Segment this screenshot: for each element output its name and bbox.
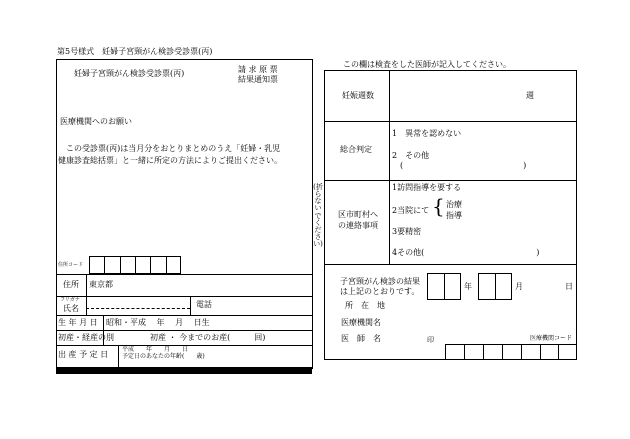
- judgment-label: 総合判定: [340, 145, 372, 154]
- address-code-label: 住所コード: [58, 262, 84, 268]
- parity-label: 初産・経産の別: [58, 333, 114, 342]
- institution-request-heading: 医療機関へのお願い: [60, 117, 132, 126]
- doctor-name-label: 医 師 名: [341, 334, 381, 343]
- phone-label: 電話: [196, 300, 212, 309]
- location-label: 所 在 地: [345, 301, 385, 310]
- doctor-fill-note: この欄は検査をした医師が記入してください。: [343, 60, 511, 69]
- institution-code-label: 医療機関コード: [530, 335, 573, 342]
- weeks-field[interactable]: [392, 72, 522, 119]
- municipal-contact-label-2: の連絡事項: [338, 221, 378, 230]
- contact-option-detailed[interactable]: 3要精密: [392, 227, 422, 236]
- contact-sub-guidance[interactable]: 指導: [446, 211, 462, 220]
- form-title: 第5号様式 妊婦子宮頸がん検診受診票(丙): [57, 47, 213, 56]
- address-label: 住所: [63, 280, 79, 289]
- year-label: 年: [464, 282, 472, 291]
- day-field[interactable]: [530, 274, 562, 299]
- furigana-label: フリガナ: [60, 297, 80, 303]
- weeks-label: 妊娠週数: [342, 91, 374, 100]
- result-notice-label: 結果通知票: [238, 75, 278, 84]
- judgment-option-2[interactable]: 2 その他: [392, 151, 430, 160]
- contact-option-visit[interactable]: 1訪問指導を要する: [392, 183, 462, 192]
- brace-icon: {: [432, 194, 445, 218]
- request-text-line2: 健康診査総括票」と一緒に所定の方法によりご提出ください。: [58, 156, 282, 165]
- name-label: 氏名: [63, 304, 79, 313]
- address-field[interactable]: 東京都: [89, 280, 113, 289]
- due-date-label: 出 産 予 定 日: [58, 350, 109, 359]
- claim-original-label: 請 求 原 票: [238, 65, 278, 74]
- judgment-option-1[interactable]: 1 異常を認めない: [392, 129, 462, 138]
- judgment-other-field[interactable]: ( ): [400, 161, 527, 170]
- dob-field[interactable]: 昭和・平成 年 月 日生: [106, 318, 210, 327]
- institution-name-label: 医療機関名: [341, 318, 381, 327]
- phone-field[interactable]: [220, 297, 310, 314]
- result-statement-2: は上記のとおりです。: [340, 287, 420, 296]
- contact-option-clinic[interactable]: 2当院にて: [392, 206, 430, 215]
- ticket-title: 妊婦子宮頸がん検診受診票(丙): [74, 69, 185, 78]
- weeks-unit: 週: [526, 91, 534, 100]
- month-label: 月: [515, 282, 523, 291]
- request-text-line1: この受診票(丙)は当月分をおとりまとめのうえ「妊婦・乳児: [66, 144, 281, 153]
- institution-name-field[interactable]: [390, 317, 570, 330]
- contact-sub-treatment[interactable]: 治療: [446, 200, 462, 209]
- name-field[interactable]: [88, 297, 188, 314]
- parity-field[interactable]: 初産 ・ 今までのお産( 回): [150, 333, 266, 342]
- municipal-contact-label-1: 区市町村へ: [338, 210, 378, 219]
- do-not-fold-note: (折らないでください): [313, 183, 323, 248]
- result-statement-1: 子宮頸がん検診の結果: [340, 277, 420, 286]
- seal-mark: 印: [427, 336, 434, 344]
- bottom-black-bar: [56, 367, 312, 374]
- due-date-field[interactable]: 平成 年 月 日: [122, 346, 189, 353]
- day-label: 日: [565, 282, 573, 291]
- age-at-due-field[interactable]: 予定日のあなたの年齢( 歳): [122, 353, 205, 360]
- left-top-rule: [56, 59, 312, 60]
- contact-option-other[interactable]: 4その他( ): [392, 248, 540, 257]
- left-edge-rule: [56, 59, 57, 369]
- dob-label: 生 年 月 日: [58, 318, 98, 327]
- location-field[interactable]: [390, 300, 570, 313]
